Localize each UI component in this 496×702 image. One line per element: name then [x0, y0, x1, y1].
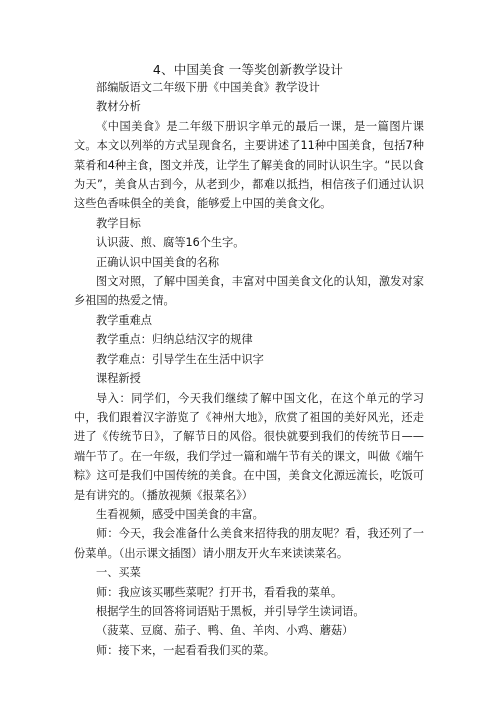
paragraph-next: 师：接下来，一起看看我们买的菜。 — [96, 643, 276, 657]
heading-key-points: 教学重难点 — [96, 313, 152, 327]
paragraph-goal-2: 正确认识中国美食的名称 — [96, 255, 220, 269]
heading-materials: 教材分析 — [96, 100, 141, 114]
paragraph-menu: 师：今天，我会准备什么美食来招待我的朋友呢？看，我还列了一份菜单。（出示课文插图）请小朋友开火车来读读菜名。 — [74, 527, 424, 560]
paragraph-subtitle: 部编版语文二年级下册《中国美食》教学设计 — [96, 81, 320, 94]
paragraph-introduction: 导入：同学们，今天我们继续了解中国文化，在这个单元的学习中，我们跟着汉字游览了《神州大地》，欣赏了祖国的美好风光，还走进了《传统节日》，了解节日的风俗。很快就要到我们的传统节日——端午节了。在一年级，我们学过一篇和端午节有关的课文，叫做《端午粽》这可是我们中国传统的美食。在中国，美食文化源远流长，吃饭可是有讲究的。（播放视频《报菜名》） — [74, 391, 424, 502]
heading-new-lesson: 课程新授 — [96, 372, 141, 386]
paragraph-goal-3: 图文对照，了解中国美食，丰富对中国美食文化的认知，激发对家乡祖国的热爱之情。 — [74, 275, 424, 308]
paragraph-goal-1: 认识菠、煎、腐等16个生字。 — [96, 236, 245, 250]
paragraph-watch-video: 生看视频，感受中国美食的丰富。 — [96, 507, 264, 521]
heading-goals: 教学目标 — [96, 216, 141, 230]
paragraph-word-list: （菠菜、豆腐、茄子、鸭、鱼、羊肉、小鸡、蘑菇） — [96, 624, 354, 638]
paragraph-key-point: 教学重点：归纳总结汉字的规律 — [96, 333, 253, 347]
paragraph-difficult-point: 教学难点：引导学生在生活中识字 — [96, 352, 264, 366]
paragraph-materials: 《中国美食》是二年级下册识字单元的最后一课，是一篇图片课文。本文以列举的方式呈现食名，主要讲述了11种中国美食，包括7种菜肴和4种主食，图文并茂，让学生了解美食的同时认识生字。“民以食为天”，美食从古到今，从老到少，都难以抵挡，相信孩子们通过认识这些色香味俱全的美食，能够爱上中国的美食文化。 — [74, 119, 424, 211]
paragraph-blackboard: 根据学生的回答将词语贴于黑板，并引导学生读词语。 — [96, 604, 365, 618]
document-body — [74, 78, 424, 660]
paragraph-which-food: 师：我应该买哪些菜呢？打开书，看看我的菜单。 — [96, 585, 343, 599]
heading-buy-food: 一、买菜 — [96, 566, 141, 580]
document-title: 4、中国美食 一等奖创新教学设计 — [152, 62, 344, 77]
